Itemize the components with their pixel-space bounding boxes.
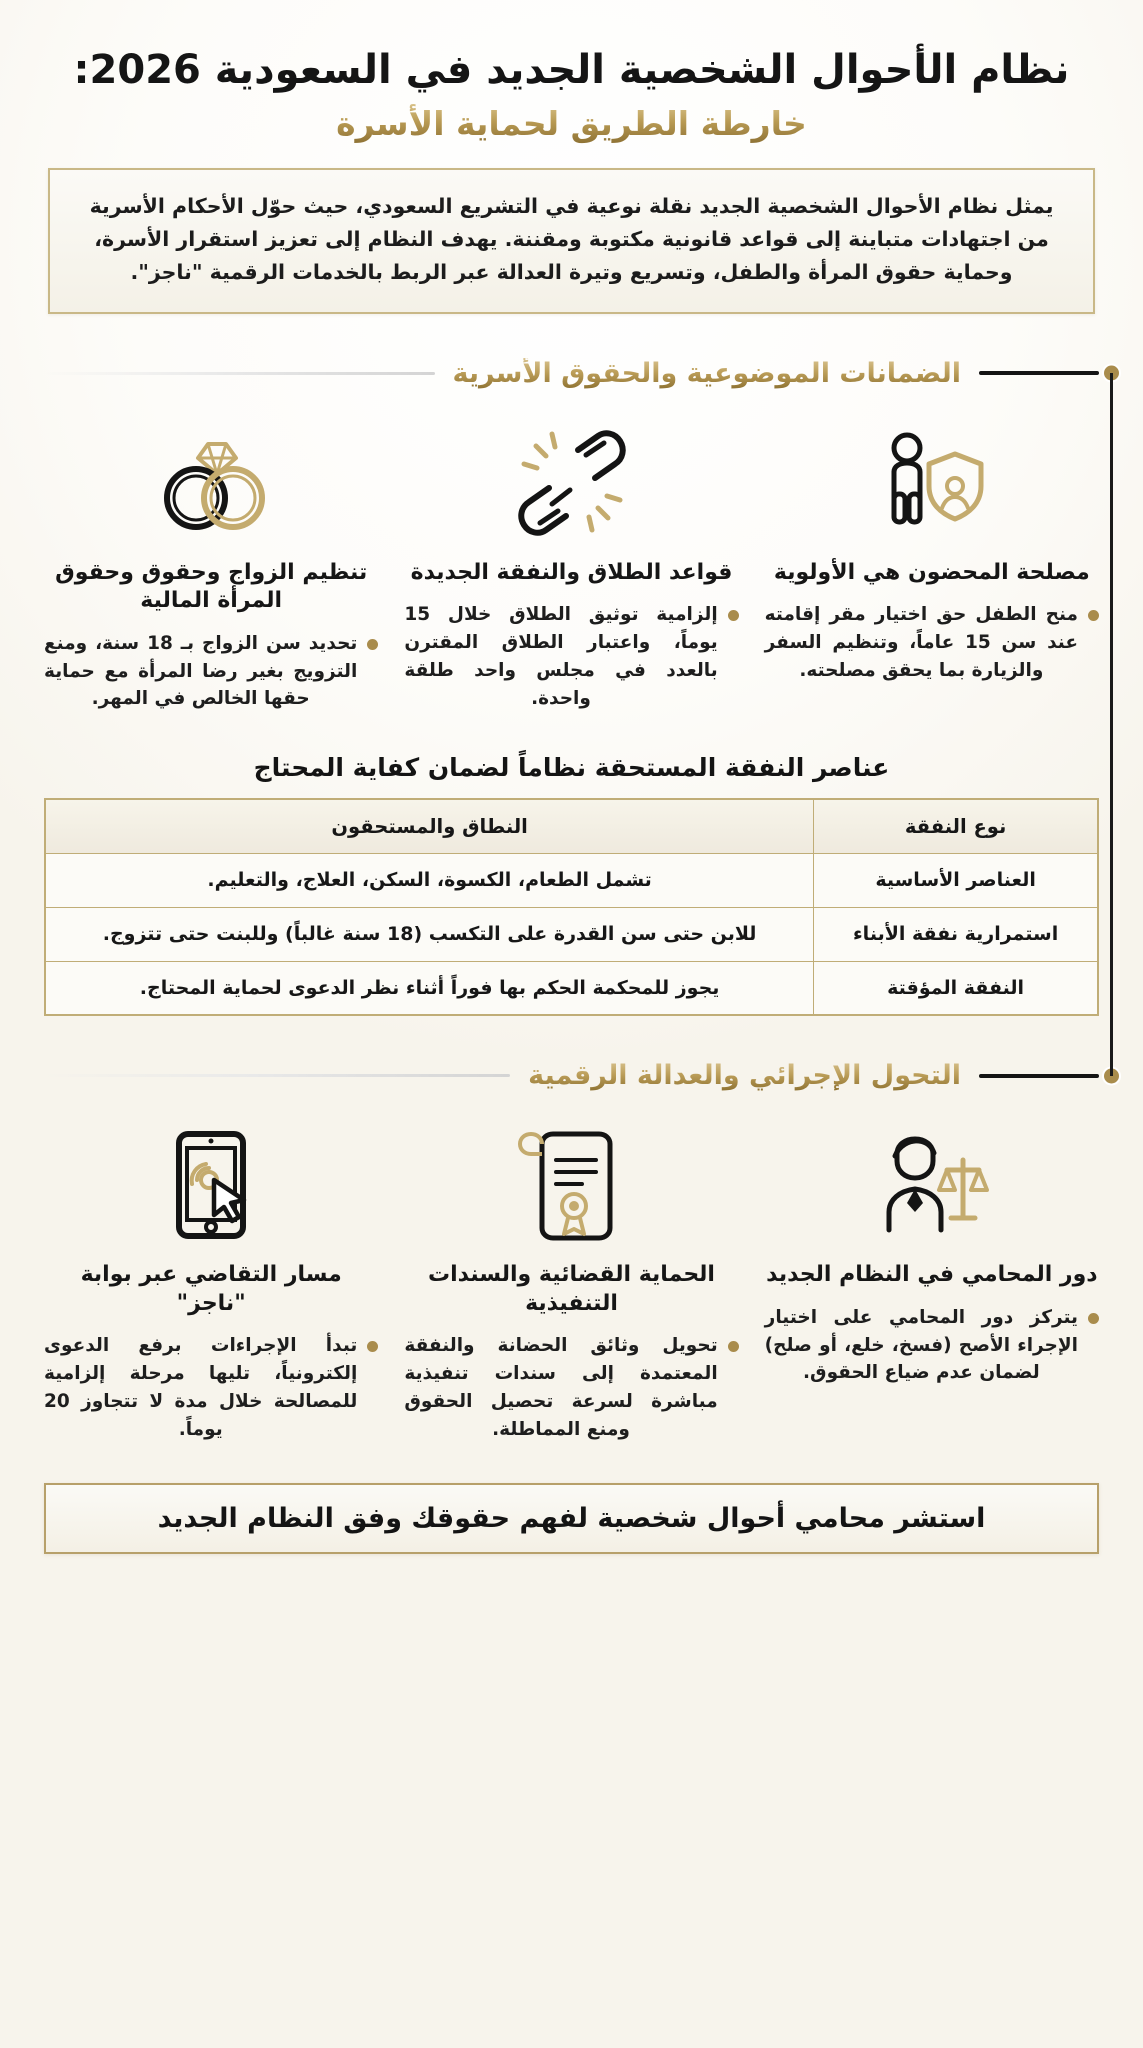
footer-cta[interactable] <box>44 1483 1099 1554</box>
card-text: تبدأ الإجراءات برفع الدعوى إلكترونياً، تليها مرحلة إلزامية للمصالحة خلال مدة لا تتجاوز 20 يوماً. <box>44 1335 358 1440</box>
section-title-2: التحول الإجرائي والعدالة الرقمية <box>528 1060 961 1092</box>
card-title: تنظيم الزواج وحقوق وحقوق المرأة المالية <box>55 559 368 614</box>
card-judicial-protection <box>404 1125 738 1443</box>
card-title: قواعد الطلاق والنفقة الجديدة <box>410 559 733 585</box>
card-text: تحويل وثائق الحضانة والنفقة المعتمدة إلى سندات تنفيذية مباشرة لسرعة تحصيل الحقوق ومنع المماطلة. <box>404 1335 718 1440</box>
bullet-dot-icon <box>728 1341 739 1352</box>
card-bullet <box>765 601 1099 684</box>
intro-box <box>48 168 1095 314</box>
table-row <box>45 961 1098 1015</box>
section-rule-light <box>44 372 435 375</box>
footer-cta-text: استشر محامي أحوال شخصية لفهم حقوقك وفق النظام الجديد <box>157 1503 986 1535</box>
tablet-cursor-icon <box>44 1125 378 1245</box>
card-row-2 <box>44 1125 1099 1443</box>
table-header-row <box>45 799 1098 854</box>
card-divorce-rules <box>404 423 738 713</box>
table-body <box>45 854 1098 1015</box>
intro-text: يمثل نظام الأحوال الشخصية الجديد نقلة نوعية في التشريع السعودي، حيث حوّل الأحكام الأسرية من اجتهادات متباينة إلى قواعد قانونية مكتوبة ومقننة. يهدف النظام إلى تعزيز استقرار الأسرة، وحماية حقوق المرأة والطفل، وتسريع وتيرة العدالة عبر الربط بالخدمات الرقمية "ناجز". <box>89 194 1054 285</box>
card-title: مسار التقاضي عبر بوابة "ناجز" <box>80 1262 342 1316</box>
table-head <box>45 799 1098 854</box>
cell-scope: تشمل الطعام، الكسوة، السكن، العلاج، والتعليم. <box>45 854 814 908</box>
card-title: الحماية القضائية والسندات التنفيذية <box>428 1262 715 1316</box>
page-subtitle: خارطة الطريق لحماية الأسرة <box>44 103 1099 144</box>
page-title: نظام الأحوال الشخصية الجديد في السعودية 2026: <box>73 47 1070 93</box>
card-lawyer-role <box>765 1125 1099 1387</box>
card-bullet <box>404 601 738 712</box>
card-text: منح الطفل حق اختيار مقر إقامته عند سن 15 عاماً، وتنظيم السفر والزيارة بما يحقق مصلحته. <box>764 604 1078 681</box>
section-title-1: الضمانات الموضوعية والحقوق الأسرية <box>452 357 961 389</box>
table-title: عناصر النفقة المستحقة نظاماً لضمان كفاية المحتاج <box>253 753 890 783</box>
section-spine <box>1110 373 1113 1076</box>
card-text: إلزامية توثيق الطلاق خلال 15 يوماً، واعتبار الطلاق المقترن بالعدد في مجلس واحد طلقة واحدة. <box>404 604 718 709</box>
bullet-dot-icon <box>728 610 739 621</box>
header <box>44 0 1099 144</box>
section-header-1 <box>44 358 1099 389</box>
lawyer-scales-icon <box>765 1125 1099 1245</box>
wedding-rings-icon <box>44 423 378 543</box>
bullet-dot-icon <box>367 1341 378 1352</box>
section-rule-light <box>44 1074 510 1077</box>
cell-scope: يجوز للمحكمة الحكم بها فوراً أثناء نظر الدعوى لحماية المحتاج. <box>45 961 814 1015</box>
child-shield-icon <box>765 423 1099 543</box>
bullet-dot-icon <box>1088 610 1099 621</box>
card-najiz-litigation <box>44 1125 378 1443</box>
cell-scope: للابن حتى سن القدرة على التكسب (18 سنة غالباً) وللبنت حتى تتزوج. <box>45 907 814 961</box>
card-child-custody <box>765 423 1099 685</box>
card-title: مصلحة المحضون هي الأولوية <box>773 559 1090 585</box>
cell-type: العناصر الأساسية <box>814 854 1098 908</box>
cell-type: النفقة المؤقتة <box>814 961 1098 1015</box>
card-bullet <box>765 1304 1099 1387</box>
card-marriage-rights <box>44 423 378 713</box>
bullet-dot-icon <box>367 639 378 650</box>
table-header-scope: النطاق والمستحقون <box>45 799 814 854</box>
table-row <box>45 854 1098 908</box>
card-text: تحديد سن الزواج بـ 18 سنة، ومنع التزويج بغير رضا المرأة مع حماية حقها الخالص في المهر. <box>44 632 358 710</box>
cell-type: استمرارية نفقة الأبناء <box>814 907 1098 961</box>
section-rule-dark <box>979 371 1099 375</box>
section-header-2 <box>44 1060 1099 1091</box>
card-bullet <box>44 1332 378 1443</box>
legal-scroll-seal-icon <box>404 1125 738 1245</box>
table-row <box>45 907 1098 961</box>
card-bullet <box>404 1332 738 1443</box>
section-rule-dark <box>979 1074 1099 1078</box>
bullet-dot-icon <box>1088 1313 1099 1324</box>
card-text: يتركز دور المحامي على اختيار الإجراء الأصح (فسخ، خلع، أو صلح) لضمان عدم ضياع الحقوق. <box>764 1306 1078 1384</box>
broken-chain-icon <box>404 423 738 543</box>
table-header-type: نوع النفقة <box>814 799 1098 854</box>
card-title: دور المحامي في النظام الجديد <box>766 1262 1098 1288</box>
card-bullet <box>44 630 378 713</box>
card-row-1 <box>44 423 1099 713</box>
nafaqa-table <box>44 798 1099 1016</box>
